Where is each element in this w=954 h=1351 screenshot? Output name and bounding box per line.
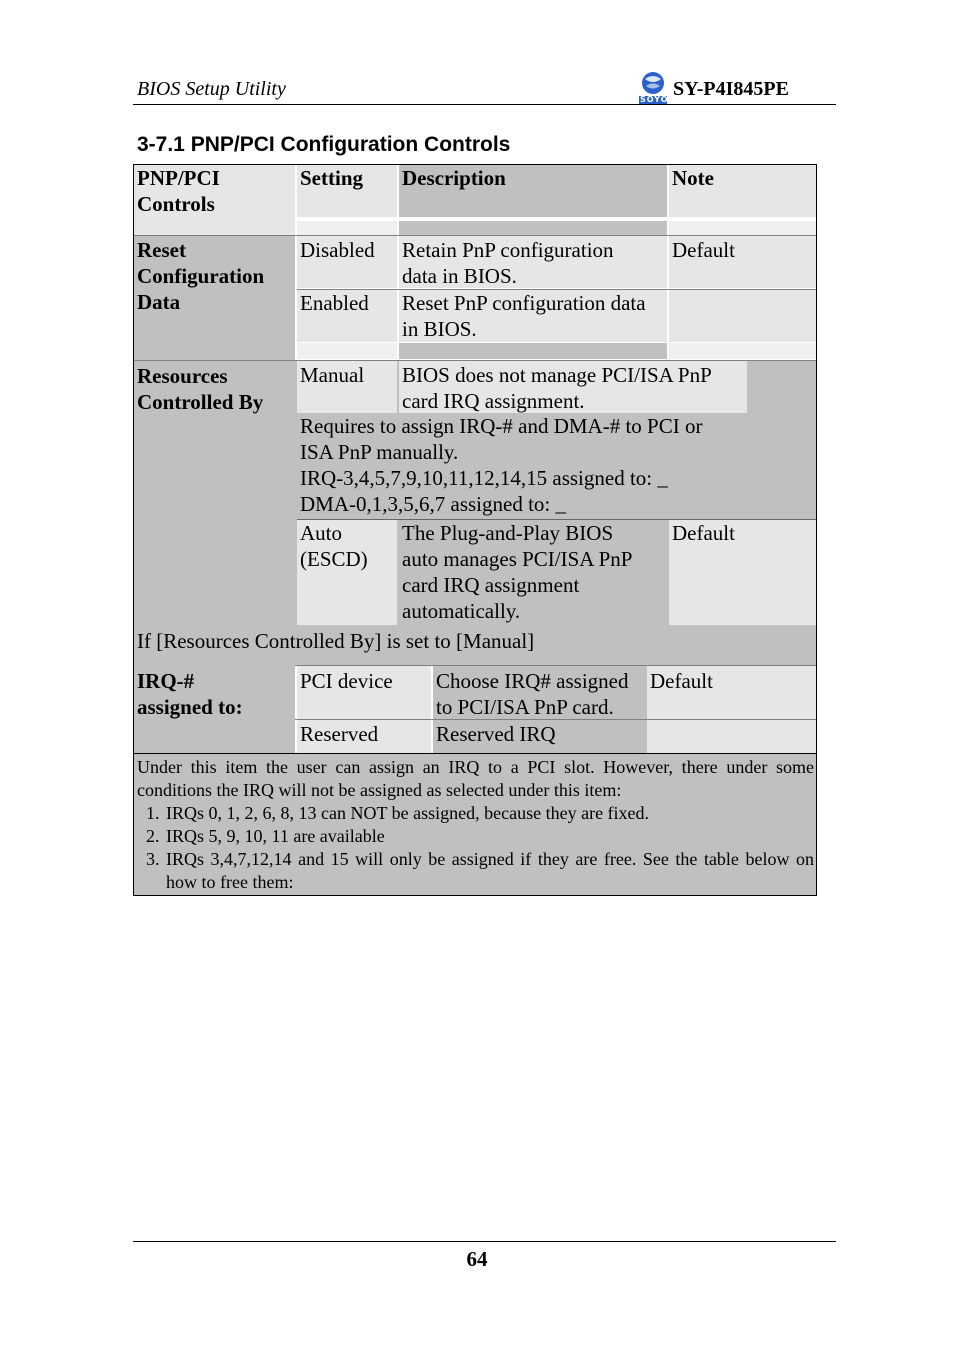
notes-item: 1. IRQs 0, 1, 2, 6, 8, 13 can NOT be assigned, because they are fixed. [164, 802, 814, 825]
reset-enabled-note [669, 290, 816, 342]
header-rule [133, 104, 836, 105]
header-controls: PNP/PCI Controls [134, 165, 295, 217]
notes-item: 3. IRQs 3,4,7,12,14 and 15 will only be assigned if they are free. See the table below on how to free them: [164, 848, 814, 894]
spacer-cell [669, 343, 816, 359]
condition-row: If [Resources Controlled By] is set to [Manual] [134, 627, 816, 665]
reset-enabled-description: Reset PnP configuration data in BIOS. [399, 290, 667, 342]
reset-disabled-note: Default [669, 236, 816, 288]
spacer-cell [669, 221, 816, 235]
footer-rule [133, 1241, 836, 1242]
manual-setting: Manual [297, 361, 397, 413]
irq-reserved-note [647, 720, 816, 753]
pnp-pci-table [133, 164, 817, 896]
notes-item: 2. IRQs 5, 9, 10, 11 are available [164, 825, 814, 848]
auto-note: Default [669, 520, 816, 625]
section-title: 3-7.1 PNP/PCI Configuration Controls [137, 133, 511, 156]
header-note: Note [669, 165, 816, 217]
irq-pci-note: Default [647, 666, 816, 719]
page-number: 64 [466, 1247, 488, 1271]
reset-config-label: Reset Configuration Data [134, 236, 295, 360]
spacer-cell [297, 343, 397, 359]
resources-label: Resources Controlled By [137, 364, 264, 414]
running-header-title: BIOS Setup Utility [137, 78, 286, 100]
spacer-cell [399, 343, 667, 359]
model-name: SY-P4I845PE [673, 78, 789, 100]
manual-details: Requires to assign IRQ-# and DMA-# to PCI or ISA PnP manually. IRQ-3,4,5,7,9,10,11,12,14,15 assigned to: _ DMA-0,1,3,5,6,7 assigned to: _ [300, 414, 703, 516]
logo-text: SOYO [640, 95, 669, 104]
irq-pci-setting: PCI device [297, 666, 431, 719]
spacer-cell [297, 221, 397, 235]
soyo-logo [637, 69, 669, 105]
header-setting: Setting [297, 165, 397, 217]
auto-setting: Auto (ESCD) [297, 520, 397, 625]
notes-intro: Under this item the user can assign an IRQ to a PCI slot. However, there under some conditions the IRQ will not be assigned as selected under this item: [137, 757, 814, 800]
auto-description: The Plug-and-Play BIOS auto manages PCI/ISA PnP card IRQ assignment automatically. [402, 521, 633, 623]
irq-label: IRQ-# assigned to: [134, 665, 295, 753]
notes-block [134, 754, 816, 895]
header-description: Description [399, 165, 667, 217]
reset-disabled-description: Retain PnP configuration data in BIOS. [399, 236, 667, 288]
irq-reserved-description: Reserved IRQ [433, 720, 647, 753]
spacer-cell [134, 217, 295, 235]
reset-disabled-setting: Disabled [297, 236, 397, 288]
manual-description: BIOS does not manage PCI/ISA PnP card IRQ assignment. [399, 361, 747, 413]
notes-list [137, 802, 814, 894]
irq-pci-description: Choose IRQ# assigned to PCI/ISA PnP card. [433, 666, 647, 719]
irq-reserved-setting: Reserved [297, 720, 431, 753]
spacer-cell [399, 221, 667, 235]
reset-enabled-setting: Enabled [297, 290, 397, 342]
